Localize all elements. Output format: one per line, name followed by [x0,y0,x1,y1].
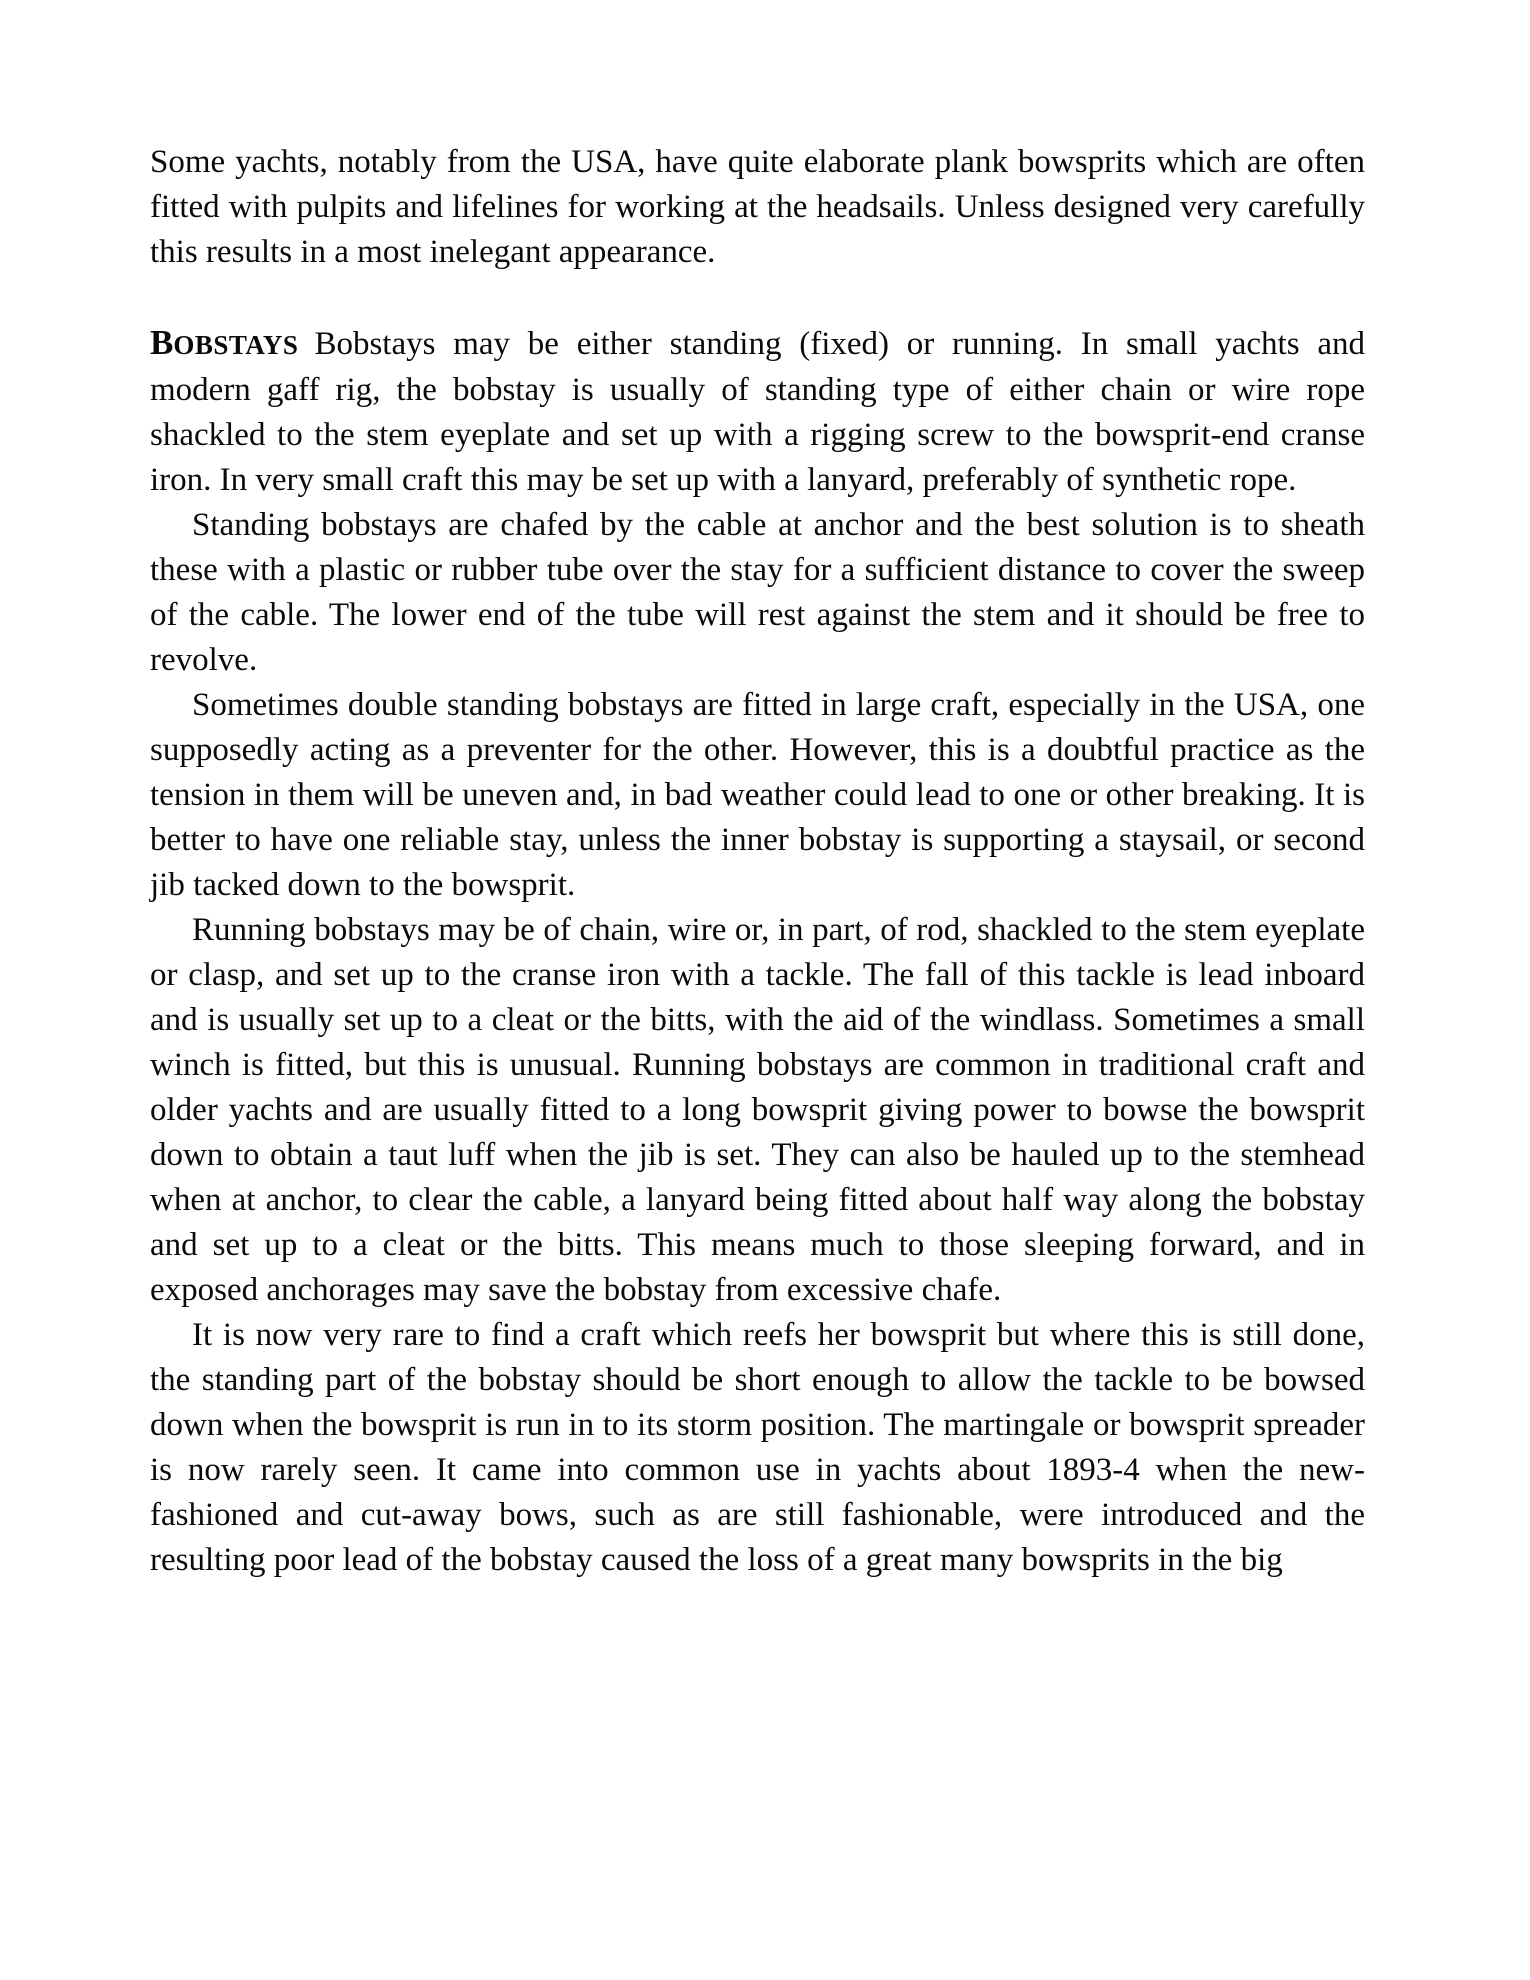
section-heading-initial: B [150,323,174,362]
section-heading-rest: OBSTAYS [173,330,299,360]
paragraph-text: Standing bobstays are chafed by the cable at anchor and the best solution is to sheath these with a plastic or rubber tube over the stay for a sufficient distance to cover the sweep of the cable. The lower end of the tube will rest against the stem and it should be free to revolve. [150,507,1365,678]
paragraph-text: Running bobstays may be of chain, wire or, in part, of rod, shackled to the stem eyeplate or clasp, and set up to the cranse iron with a tackle. The fall of this tackle is lead inboard and is usually set up to a cleat or the bitts, with the aid of the windlass. Sometimes a small winch is fitted, but this is unusual. Running bobstays are common in traditional craft and older yachts and are usually fitted to a long bowsprit giving power to bowse the bowsprit down to obtain a taut luff when the jib is set. They can also be hauled up to the stemhead when at anchor, to clear the cable, a lanyard being fitted about half way along the bobstay and set up to a cleat or the bitts. This means much to those sleeping forward, and in exposed anchorages may save the bobstay from excessive chafe. [150,912,1365,1308]
paragraph-running-bobstays [150,908,1365,1313]
paragraph-intro [150,140,1365,275]
paragraph-text: Some yachts, notably from the USA, have quite elaborate plank bowsprits which are often fitted with pulpits and lifelines for working at the headsails. Unless designed very carefully this results in a most inelegant appearance. [150,144,1365,270]
paragraph-text: It is now very rare to find a craft which reefs her bowsprit but where this is still done, the standing part of the bobstay should be short enough to allow the tackle to be bowsed down when the bowsprit is run in to its storm position. The martingale or bowsprit spreader is now rarely seen. It came into common use in yachts about 1893-4 when the new-fashioned and cut-away bows, such as are still fashionable, were introduced and the resulting poor lead of the bobstay caused the loss of a great many bowsprits in the big [150,1317,1365,1578]
section-heading-bobstays [150,323,299,362]
paragraph-standing-bobstays [150,503,1365,683]
paragraph-text: Sometimes double standing bobstays are fitted in large craft, especially in the USA, one supposedly acting as a preventer for the other. However, this is a doubtful practice as the tension in them will be uneven and, in bad weather could lead to one or other breaking. It is better to have one reliable stay, unless the inner bobstay is supporting a staysail, or second jib tacked down to the bowsprit. [150,687,1365,903]
paragraph-double-bobstays [150,683,1365,908]
paragraph-text: Bobstays may be either standing (fixed) or running. In small yachts and modern gaff rig, the bobstay is usually of standing type of either chain or wire rope shackled to the stem eyeplate and set up with a rigging screw to the bowsprit-end cranse iron. In very small craft this may be set up with a lanyard, preferably of synthetic rope. [150,326,1365,498]
paragraph-bobstays [150,320,1365,503]
paragraph-reefing-bowsprit [150,1313,1365,1583]
